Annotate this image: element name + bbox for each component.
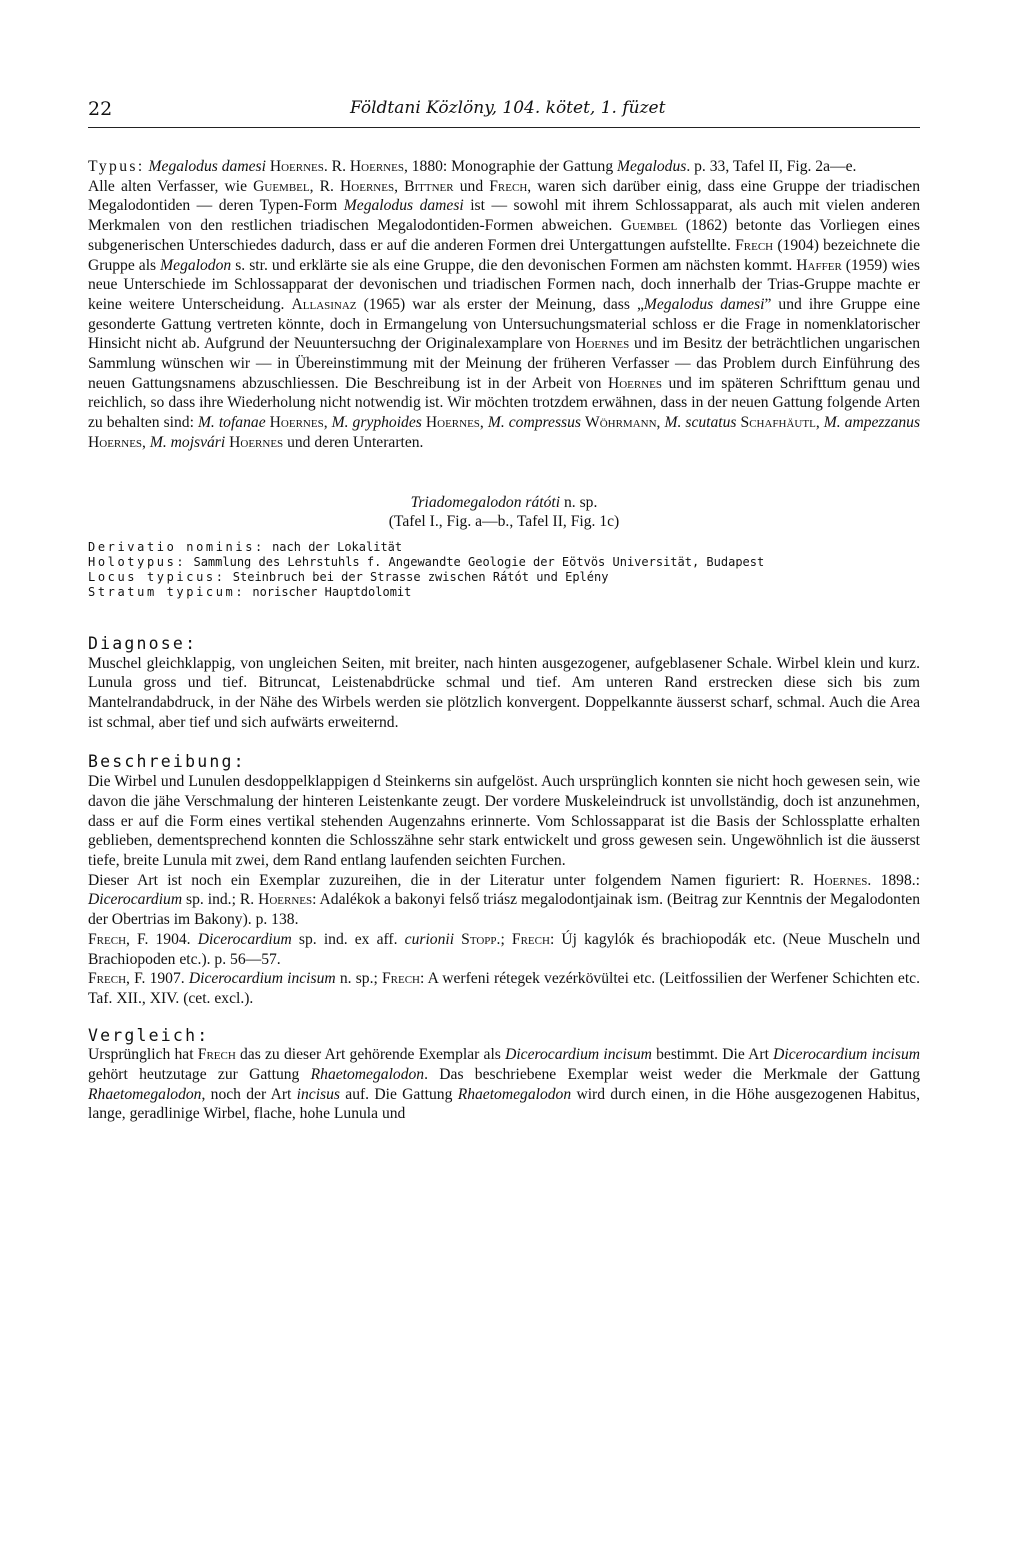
text: sp. ind.; R.	[182, 891, 259, 909]
author: Hoernes	[269, 158, 324, 175]
author: Hoernes	[607, 374, 662, 392]
species: incisus	[296, 1085, 340, 1103]
author: Hoernes	[575, 335, 630, 353]
text: (1904) bezeichnete die Gruppe als	[88, 236, 920, 274]
species: M. compressus	[487, 414, 581, 432]
text: ,	[142, 433, 150, 451]
text: ,	[815, 414, 824, 432]
type-metadata	[88, 540, 920, 600]
genus: Rhaetomegalodon	[457, 1085, 572, 1103]
text: und im späteren Schrifttum genau und reichlich, so dass ihre Wiederholung nicht notwendig ist. Wir möchten trotzdem erwähnen, dass in der neuen Gattung folgende Arten zu behalten sind:	[88, 374, 920, 432]
derivatio-value: nach der Lokalität	[264, 539, 403, 554]
journal-title: Földtani Közlöny, 104. kötet, 1. füzet	[350, 98, 666, 118]
author: Hoernes	[340, 177, 395, 195]
text: auf. Die Gattung	[339, 1085, 458, 1103]
species: Dicerocardium incisum	[773, 1046, 920, 1064]
header-rule	[88, 127, 920, 128]
text: ,	[656, 414, 665, 432]
text: ;	[500, 930, 512, 948]
stratum-row	[88, 585, 920, 600]
author: Hoernes	[269, 414, 324, 432]
diagnose-text: Muschel gleichklappig, von ungleichen Seiten, mit breiter, nach hinten ausgezogener, aufgeblasener Schale. Wirbel klein und kurz. Lunula gross und tief. Bitruncat, Leistenabdrücke schmal und tief. Am unteren Rand erstrecken diese sich bis zum Mantelrandabdruck, in der Nähe des Wirbels werden sie plötzlich konvergent. Doppelkannte äusserst scharf, schmal. Auch die Area ist schmal, aber tief und sich aufwärts erweiternd.	[88, 654, 920, 731]
author: Hoernes	[88, 433, 143, 451]
holotypus-label: Holotypus:	[88, 554, 187, 569]
author: Frech	[197, 1046, 236, 1064]
text: (1862) betonte das Vorliegen eines subgenerischen Unterschiedes dadurch, dass er auf die anderen Formen drei Untergattungen aufstellte.	[88, 217, 921, 254]
author: Hoernes	[258, 891, 313, 909]
text: gehört heutzutage zur Gattung	[88, 1066, 311, 1084]
text: , F. 1904.	[126, 930, 198, 948]
diagnose-heading: Diagnose:	[88, 633, 198, 653]
stratum-label: Stratum typicum:	[88, 584, 246, 599]
article-body	[88, 157, 920, 1124]
author: Frech	[381, 970, 420, 988]
species: M. mojsvári	[149, 433, 226, 451]
author: Stopp.	[461, 930, 501, 948]
locus-label: Locus typicus:	[88, 569, 226, 584]
text: sp. ind. ex aff.	[291, 930, 405, 948]
beschreibung-paragraph-1: Die Wirbel und Lunulen desdoppelklappigen d Steinkerns sin aufgelöst. Auch ursprünglich konnten sie nicht hoch gewesen sein, wie davon die jähe Verschmalung der hinteren Leistenkante zeugt. Der vordere Muskeleindruck ist unvollständig, doch ist anzunehmen, dass er auf die Form eines vertikal stehenden Augenzahns erinnerte. Vom Schlossapparat ist die Basis der Schlossplatte erhalten geblieben, dementsprechend konnten die Schlosszähne sehr stark entwickelt und gross gewesen sein. Ungewöhnlich ist die äusserst tiefe, breite Lunula mit zwei, dem Rand entlang laufenden seichten Furchen.	[88, 773, 920, 869]
species: curionii	[404, 930, 455, 948]
vergleich-heading: Vergleich:	[88, 1025, 210, 1045]
text: ,	[394, 177, 405, 195]
vergleich-paragraph	[88, 1045, 920, 1124]
text: Alle alten Verfasser, wie	[88, 177, 254, 195]
beschreibung-paragraph-3	[88, 930, 920, 969]
history-paragraph	[88, 177, 920, 453]
text: (1965) war als erster der Meinung, dass „	[356, 295, 644, 313]
author: Frech	[489, 177, 528, 195]
spacer	[88, 1009, 920, 1026]
text: : Adalékok a bakonyi felső triász megalodontjainak ism. (Beitrag zur Kenntnis der Megalodonten der Obertrias im Bakony). p. 138.	[88, 891, 920, 929]
species: M. gryphoides	[331, 414, 422, 432]
species: M. tofanae	[197, 414, 266, 432]
text: : Új kagylók és brachiopodák etc. (Neue Muscheln und Brachiopoden etc.). p. 56—57.	[88, 930, 920, 968]
locus-row	[88, 570, 920, 585]
plate-reference: (Tafel I., Fig. a—b., Tafel II, Fig. 1c)	[388, 513, 620, 531]
text: bestimmt. Die Art	[651, 1046, 774, 1064]
spacer	[88, 600, 920, 634]
typus-label: Typus:	[88, 158, 145, 175]
author: Guembel	[253, 177, 310, 195]
text: und	[453, 177, 490, 195]
species: Dicerocardium incisum	[188, 970, 336, 988]
typus-species: Megalodus damesi	[148, 158, 266, 175]
text: n. sp.;	[335, 970, 382, 988]
holotypus-row	[88, 555, 920, 570]
text: Dieser Art ist noch ein Exemplar zuzureihen, die in der Literatur unter folgendem Namen figuriert: R.	[88, 871, 814, 889]
author: Hoernes	[349, 158, 404, 175]
author: Guembel	[620, 217, 678, 235]
author: Hoernes	[425, 414, 480, 432]
author: Hoernes	[813, 871, 868, 889]
text: ,	[323, 414, 332, 432]
text: Ursprünglich hat	[88, 1046, 198, 1064]
text: ,	[479, 414, 488, 432]
text: . Das beschriebene Exemplar weist weder die Merkmale der Gattung	[424, 1066, 920, 1084]
author: Frech	[88, 970, 127, 988]
typus-paragraph	[88, 157, 920, 177]
text: , noch der Art	[201, 1085, 297, 1103]
stratum-value: norischer Hauptdolomit	[245, 584, 412, 599]
locus-value: Steinbruch bei der Strasse zwischen Rátót und Eplény	[225, 569, 609, 584]
text: und im Besitz der beträchtlichen ungarischen Sammlung wünschen wir — in Übereinstimmung mit der Meinung der früheren Verfasser — das Problem durch Einführung des neuen Gattungsnamens abzuschliessen. Die Beschreibung ist in der Arbeit von	[88, 335, 920, 392]
species: Megalodus damesi	[643, 295, 765, 313]
text: das zu dieser Art gehörende Exemplar als	[235, 1046, 506, 1064]
spacer	[88, 732, 920, 752]
text: . 1898.:	[867, 871, 920, 889]
author: Bittner	[404, 177, 454, 195]
author: Frech	[735, 236, 774, 254]
beschreibung-paragraph-2	[88, 871, 920, 930]
species: Megalodus damesi	[343, 197, 464, 215]
author: Haffer	[796, 256, 842, 274]
text: . p. 33, Tafel II, Fig. 2a—e.	[686, 158, 857, 175]
holotypus-value: Sammlung des Lehrstuhls f. Angewandte Geologie der Eötvös Universität, Budapest	[186, 554, 765, 569]
species: Dicerocardium incisum	[505, 1046, 652, 1064]
text: (1959) wies neue Unterschiede im Schlossapparat der devonischen und triadischen Formen nach, doch innerhalb der Trias-Gruppe machte er keine weitere Unterscheidung.	[88, 256, 920, 313]
species: M. scutatus	[664, 414, 737, 432]
derivatio-label: Derivatio nominis:	[88, 539, 265, 554]
author: Schafhäutl	[740, 414, 816, 432]
author: Hoernes	[229, 433, 284, 451]
species-heading	[88, 493, 920, 513]
text: , 1880: Monographie der Gattung	[403, 158, 614, 175]
page-number: 22	[88, 98, 113, 120]
genus: Megalodon	[160, 256, 232, 274]
text: , R.	[309, 177, 341, 195]
genus: Dicerocardium	[88, 891, 183, 909]
author: Frech	[88, 930, 127, 948]
genus: Rhaetomegalodon	[310, 1066, 425, 1084]
beschreibung-heading: Beschreibung:	[88, 752, 246, 772]
spacer	[88, 532, 920, 540]
running-header	[88, 98, 920, 128]
text: ” und ihre Gruppe eine gesonderte Gattung vertreten könnte, doch in Ermangelung von Untersuchungsmaterial schloss er die Frage in nomenklatorischer Hinsicht nicht ab. Aufgrund der Neuuntersuchng der Originalexamplare von	[88, 295, 921, 353]
genus: Rhaetomegalodon	[88, 1085, 202, 1103]
author: Allasinaz	[291, 295, 357, 313]
text: , F. 1907.	[126, 970, 189, 988]
spacer	[88, 453, 920, 493]
text: : A werfeni rétegek vezérkövültei etc. (Leitfossilien der Werfener Schichten etc. Taf. XII., XIV. (cet. excl.).	[88, 970, 920, 1007]
beschreibung-paragraph-4	[88, 969, 920, 1008]
text: wird durch einen, in die Höhe ausgezogenen Habitus, lange, geradlinige Wirbel, flache, hohe Lunula und	[88, 1085, 920, 1123]
text: n. sp.	[560, 493, 598, 511]
species: M. ampezzanus	[823, 414, 921, 432]
genus: Dicerocardium	[197, 930, 292, 948]
text: , waren sich darüber einig, dass eine Gruppe der triadischen Megalodontiden — deren Typen-Form	[88, 177, 921, 215]
text: s. str. und erklärte sie als eine Gruppe, die den devonischen Formen am nächsten kommt.	[231, 256, 797, 274]
author: Frech	[511, 930, 550, 948]
author: Wöhrmann	[584, 414, 657, 432]
derivatio-row	[88, 540, 920, 555]
genus: Megalodus	[617, 158, 687, 175]
text: ist — sowohl mit ihrem Schlossapparat, als auch mit vielen anderen Merkmalen von den restlichen triadischen Megalodontiden-Formen abweichen.	[88, 197, 920, 235]
new-species-name: Triadomegalodon rátóti	[410, 493, 561, 511]
text: und deren Unterarten.	[283, 433, 424, 451]
text: . R.	[323, 158, 346, 175]
